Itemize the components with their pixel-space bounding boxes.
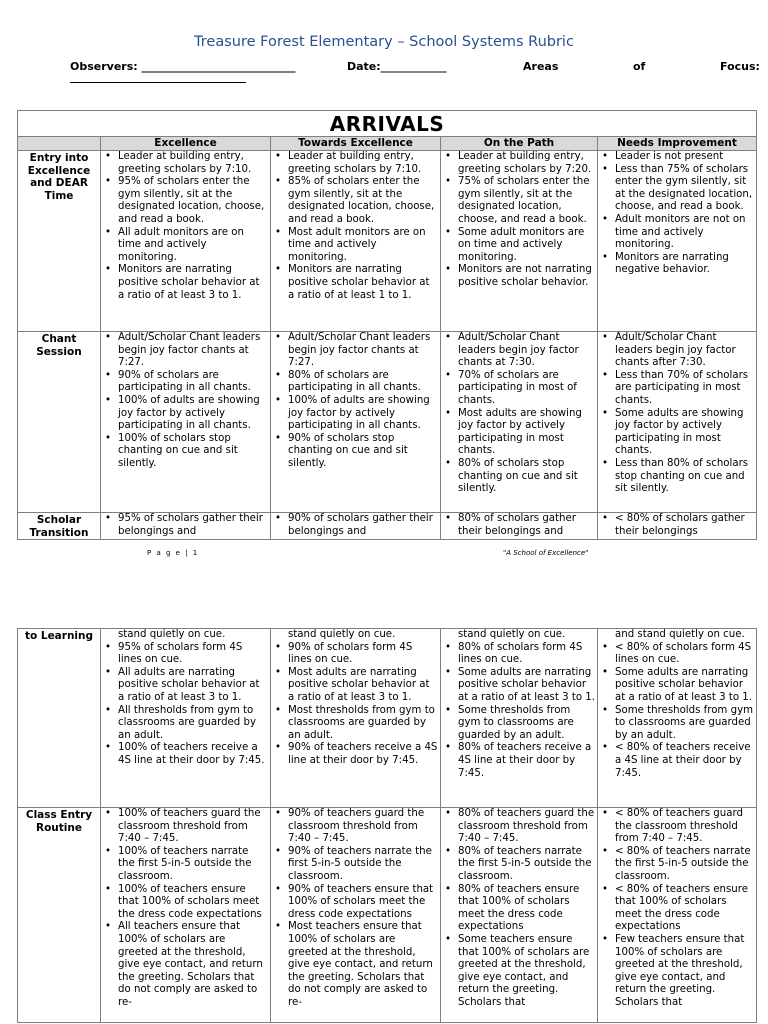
rubric-criterion: • 90% of scholars are participating in all chants. xyxy=(101,370,268,395)
rubric-criterion: • Monitors are narrating positive scholar behavior at a ratio of at least 1 to 1. xyxy=(271,264,438,302)
rubric-criterion: • 100% of adults are showing joy factor by actively participating in all chants. xyxy=(271,395,438,433)
rubric-criterion: • 95% of scholars form 4S lines on cue. xyxy=(101,642,268,667)
row-label: to Learning xyxy=(18,629,101,808)
rubric-cell xyxy=(598,151,757,332)
column-header-on-the-path: On the Path xyxy=(441,137,598,151)
rubric-criterion: • 80% of teachers receive a 4S line at their door by 7:45. xyxy=(441,742,595,780)
rubric-criterion: • 80% of teachers guard the classroom threshold from 7:40 – 7:45. xyxy=(441,808,595,846)
areas-label: Areas xyxy=(523,60,559,73)
rubric-cell xyxy=(441,332,598,513)
rubric-criterion: • Some thresholds from gym to classrooms are guarded by an adult. xyxy=(598,705,754,743)
rubric-criterion: • Some thresholds from gym to classrooms are guarded by an adult. xyxy=(441,705,595,743)
rubric-criterion: • Leader is not present xyxy=(598,151,754,164)
focus-blank-line xyxy=(70,82,246,83)
rubric-criterion: • 80% of scholars gather their belongings and xyxy=(441,513,595,538)
rubric-criterion: • Most adult monitors are on time and actively monitoring. xyxy=(271,227,438,265)
rubric-criterion: • Leader at building entry, greeting scholars by 7:10. xyxy=(101,151,268,176)
rubric-criterion: • < 80% of teachers narrate the first 5-in-5 outside the classroom. xyxy=(598,846,754,884)
rubric-criterion: • 90% of teachers guard the classroom threshold from 7:40 – 7:45. xyxy=(271,808,438,846)
rubric-criterion: • 90% of scholars gather their belongings and xyxy=(271,513,438,538)
rubric-cell xyxy=(271,151,441,332)
rubric-cell xyxy=(441,513,598,540)
footer-quote: "A School of Excellence" xyxy=(503,549,589,557)
rubric-cell xyxy=(598,332,757,513)
row-label: Entry into Excellence and DEAR Time xyxy=(18,151,101,332)
rubric-criterion: • Some teachers ensure that 100% of scholars are greeted at the threshold, give eye contact, and return the greeting. Scholars that xyxy=(441,934,595,1010)
rubric-cell xyxy=(101,808,271,1023)
rubric-criterion: • Adult/Scholar Chant leaders begin joy factor chants at 7:30. xyxy=(441,332,595,370)
rubric-criterion: • < 80% of teachers guard the classroom threshold from 7:40 – 7:45. xyxy=(598,808,754,846)
rubric-criterion: • Adult/Scholar Chant leaders begin joy factor chants at 7:27. xyxy=(271,332,438,370)
rubric-criterion: stand quietly on cue. xyxy=(458,629,566,640)
rubric-cell xyxy=(101,629,271,808)
rubric-criterion: • 70% of scholars are participating in most of chants. xyxy=(441,370,595,408)
rubric-criterion: • Most adults are narrating positive scholar behavior at a ratio of at least 3 to 1. xyxy=(271,667,438,705)
section-title: ARRIVALS xyxy=(18,111,757,137)
rubric-cell xyxy=(598,808,757,1023)
corner-cell xyxy=(18,137,101,151)
of-label: of xyxy=(633,60,646,73)
rubric-criterion: • Less than 80% of scholars stop chanting on cue and sit silently. xyxy=(598,458,754,496)
rubric-cell xyxy=(271,332,441,513)
rubric-criterion: • 85% of scholars enter the gym silently, sit at the designated location, choose, and read a book. xyxy=(271,176,438,226)
rubric-criterion: • Some adults are showing joy factor by actively participating in most chants. xyxy=(598,408,754,458)
rubric-row-chant xyxy=(18,332,757,513)
rubric-criterion: • 100% of teachers receive a 4S line at their door by 7:45. xyxy=(101,742,268,767)
rubric-criterion: • 100% of teachers ensure that 100% of scholars meet the dress code expectations xyxy=(101,884,268,922)
rubric-cell xyxy=(271,513,441,540)
rubric-criterion: • Few teachers ensure that 100% of scholars are greeted at the threshold, give eye contact, and return the greeting. Scholars that xyxy=(598,934,754,1010)
column-header-towards-excellence: Towards Excellence xyxy=(271,137,441,151)
rubric-criterion: • Less than 70% of scholars are participating in most chants. xyxy=(598,370,754,408)
rubric-criterion: • All thresholds from gym to classrooms are guarded by an adult. xyxy=(101,705,268,743)
rubric-criterion: • Adult/Scholar Chant leaders begin joy factor chants after 7:30. xyxy=(598,332,754,370)
rubric-criterion: • 100% of teachers guard the classroom threshold from 7:40 – 7:45. xyxy=(101,808,268,846)
rubric-row-entry xyxy=(18,151,757,332)
rubric-criterion: stand quietly on cue. xyxy=(118,629,226,640)
rubric-criterion: • 90% of teachers receive a 4S line at their door by 7:45. xyxy=(271,742,438,767)
column-header-needs-improvement: Needs Improvement xyxy=(598,137,757,151)
rubric-criterion: • 80% of scholars form 4S lines on cue. xyxy=(441,642,595,667)
rubric-criterion: • 90% of teachers narrate the first 5-in-5 outside the classroom. xyxy=(271,846,438,884)
rubric-criterion: • Leader at building entry, greeting scholars by 7:10. xyxy=(271,151,438,176)
rubric-criterion: • All teachers ensure that 100% of scholars are greeted at the threshold, give eye contact, and return the greeting. Scholars that do not comply are asked to re- xyxy=(101,921,268,1009)
rubric-criterion: • 80% of scholars are participating in all chants. xyxy=(271,370,438,395)
rubric-criterion: • 80% of teachers ensure that 100% of scholars meet the dress code expectations xyxy=(441,884,595,934)
row-label: Class Entry Routine xyxy=(18,808,101,1023)
rubric-criterion: • 90% of scholars stop chanting on cue and sit silently. xyxy=(271,433,438,471)
rubric-criterion: • Adult monitors are not on time and actively monitoring. xyxy=(598,214,754,252)
rubric-criterion: • 100% of teachers narrate the first 5-in-5 outside the classroom. xyxy=(101,846,268,884)
rubric-row-transition xyxy=(18,513,757,540)
row-label: Chant Session xyxy=(18,332,101,513)
rubric-criterion: • Some adult monitors are on time and actively monitoring. xyxy=(441,227,595,265)
rubric-criterion: • 100% of scholars stop chanting on cue and sit silently. xyxy=(101,433,268,471)
focus-label: Focus: xyxy=(720,60,760,73)
rubric-criterion: • 80% of scholars stop chanting on cue and sit silently. xyxy=(441,458,595,496)
rubric-criterion: • Some adults are narrating positive scholar behavior at a ratio of at least 3 to 1. xyxy=(598,667,754,705)
rubric-row-class-entry xyxy=(18,808,757,1023)
rubric-row-transition-continued xyxy=(18,629,757,808)
rubric-criterion: • 95% of scholars enter the gym silently, sit at the designated location, choose, and read a book. xyxy=(101,176,268,226)
rubric-criterion: • < 80% of scholars form 4S lines on cue. xyxy=(598,642,754,667)
rubric-criterion: • Most adults are showing joy factor by actively participating in most chants. xyxy=(441,408,595,458)
observers-label: Observers: ____________________________ xyxy=(70,60,296,73)
rubric-criterion: • 100% of adults are showing joy factor by actively participating in all chants. xyxy=(101,395,268,433)
rubric-criterion: • All adult monitors are on time and actively monitoring. xyxy=(101,227,268,265)
document-title: Treasure Forest Elementary – School Systems Rubric xyxy=(194,34,574,50)
rubric-criterion: • Leader at building entry, greeting scholars by 7:20. xyxy=(441,151,595,176)
rubric-criterion: • Some adults are narrating positive scholar behavior at a ratio of at least 3 to 1. xyxy=(441,667,595,705)
date-label: Date:____________ xyxy=(347,60,447,73)
rubric-cell xyxy=(101,513,271,540)
rubric-criterion: • Monitors are narrating positive scholar behavior at a ratio of at least 3 to 1. xyxy=(101,264,268,302)
page-number: P a g e | 1 xyxy=(147,549,199,557)
rubric-cell xyxy=(441,808,598,1023)
arrivals-rubric-table xyxy=(17,110,757,540)
rubric-criterion: • Less than 75% of scholars enter the gym silently, sit at the designated location, choose, and read a book. xyxy=(598,164,754,214)
column-header-excellence: Excellence xyxy=(101,137,271,151)
rubric-criterion: • Most teachers ensure that 100% of scholars are greeted at the threshold, give eye contact, and return the greeting. Scholars that do not comply are asked to re- xyxy=(271,921,438,1009)
rubric-criterion: stand quietly on cue. xyxy=(288,629,396,640)
rubric-criterion: • < 80% of teachers receive a 4S line at their door by 7:45. xyxy=(598,742,754,780)
rubric-cell xyxy=(101,151,271,332)
row-label: Scholar Transition xyxy=(18,513,101,540)
rubric-criterion: • < 80% of scholars gather their belongings xyxy=(598,513,754,538)
rubric-cell xyxy=(441,629,598,808)
rubric-criterion: • All adults are narrating positive scholar behavior at a ratio of at least 3 to 1. xyxy=(101,667,268,705)
arrivals-rubric-table-continued xyxy=(17,628,757,1023)
rubric-criterion: • Adult/Scholar Chant leaders begin joy factor chants at 7:27. xyxy=(101,332,268,370)
rubric-criterion: • 95% of scholars gather their belongings and xyxy=(101,513,268,538)
rubric-cell xyxy=(598,513,757,540)
rubric-criterion: • Monitors are not narrating positive scholar behavior. xyxy=(441,264,595,289)
rubric-criterion: • Most thresholds from gym to classrooms are guarded by an adult. xyxy=(271,705,438,743)
rubric-criterion: • 90% of scholars form 4S lines on cue. xyxy=(271,642,438,667)
rubric-criterion: • 80% of teachers narrate the first 5-in-5 outside the classroom. xyxy=(441,846,595,884)
rubric-cell xyxy=(271,629,441,808)
rubric-cell xyxy=(441,151,598,332)
rubric-cell xyxy=(598,629,757,808)
rubric-criterion: • < 80% of teachers ensure that 100% of scholars meet the dress code expectations xyxy=(598,884,754,934)
rubric-criterion: • 75% of scholars enter the gym silently, sit at the designated location, choose, and read a book. xyxy=(441,176,595,226)
rubric-criterion: and stand quietly on cue. xyxy=(615,629,745,640)
rubric-cell xyxy=(271,808,441,1023)
rubric-criterion: • Monitors are narrating negative behavior. xyxy=(598,252,754,277)
rubric-cell xyxy=(101,332,271,513)
rubric-criterion: • 90% of teachers ensure that 100% of scholars meet the dress code expectations xyxy=(271,884,438,922)
